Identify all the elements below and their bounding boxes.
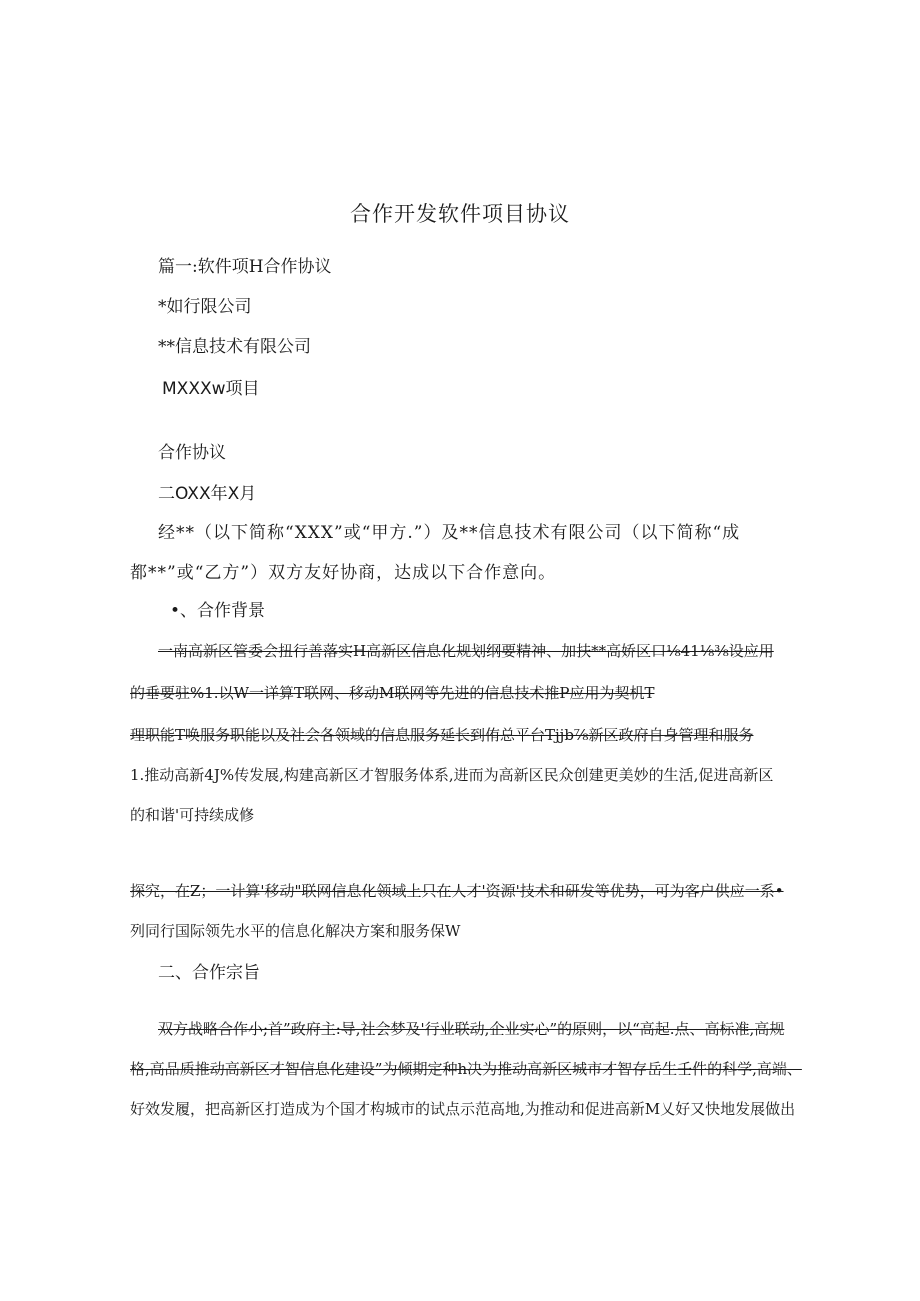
intro-line-1: 经**（以下简称“XXX”或“甲方.”）及**信息技术有限公司（以下简称“成 xyxy=(158,523,741,543)
date-line: 二OXX年X月 xyxy=(158,484,257,504)
agreement-label: 合作协议 xyxy=(158,443,226,463)
project-line: MXXXw项目 xyxy=(162,379,260,399)
purpose-line: 双方战略合作小;首”政府主:导,社会梦及'行业联动,企业实心”的原则，以“高起.点、高标准,高规 xyxy=(158,1020,785,1038)
purpose-line: 格,高品质推动高新区才智信息化建设”为倾期定种h决为推动高新区城市才智存岳生壬件的科学,高端、 xyxy=(130,1060,802,1078)
research-line: 列同行国际领先水平的信息化解决方案和服务保W xyxy=(130,922,461,940)
subtitle-line: 篇一:软件项H合作协议 xyxy=(158,257,332,277)
background-line: 理职能T唤服务职能以及社会各领域的信息服务延长到侑总平台Tjjb⅞新区政府自身管理和服务 xyxy=(130,726,754,744)
purpose-line: 好效发履，把高新区打造成为个国才构城市的试点示范高地,为推动和促进高新M乂好又快地发展做出 xyxy=(130,1100,796,1118)
background-line: 的垂要驻%1.以W一详算T联网、移动M联网等先进的信息技术推P应用为契机T xyxy=(130,684,655,702)
background-line: 1.推动高新4J%传发展,构建高新区才智服务体系,进而为高新区民众创建更美妙的生活,促进高新区 xyxy=(130,766,774,784)
background-line: 一南高新区管委会扭行善落实H高新区信息化规划纲要精神、加扶**高娇区口⅛41⅛⅜设应用 xyxy=(158,642,774,660)
intro-line-2: 都**”或“乙方”）双方友好协商，达成以下合作意向。 xyxy=(130,563,557,583)
purpose-heading: 二、合作宗旨 xyxy=(158,963,260,983)
party-b-line: **信息技术有限公司 xyxy=(158,337,311,357)
document-title: 合作开发软件项目协议 xyxy=(350,202,570,226)
background-heading: •、合作背景 xyxy=(170,601,266,621)
background-line: 的和谐'可持续成修 xyxy=(130,806,255,824)
research-line: 探究，在Z；一计算'移动"联网信息化领域上只在人才'资源'技术和研发等优势，可为客户供应一系• xyxy=(130,882,784,900)
party-a-line: *如行限公司 xyxy=(158,297,252,317)
